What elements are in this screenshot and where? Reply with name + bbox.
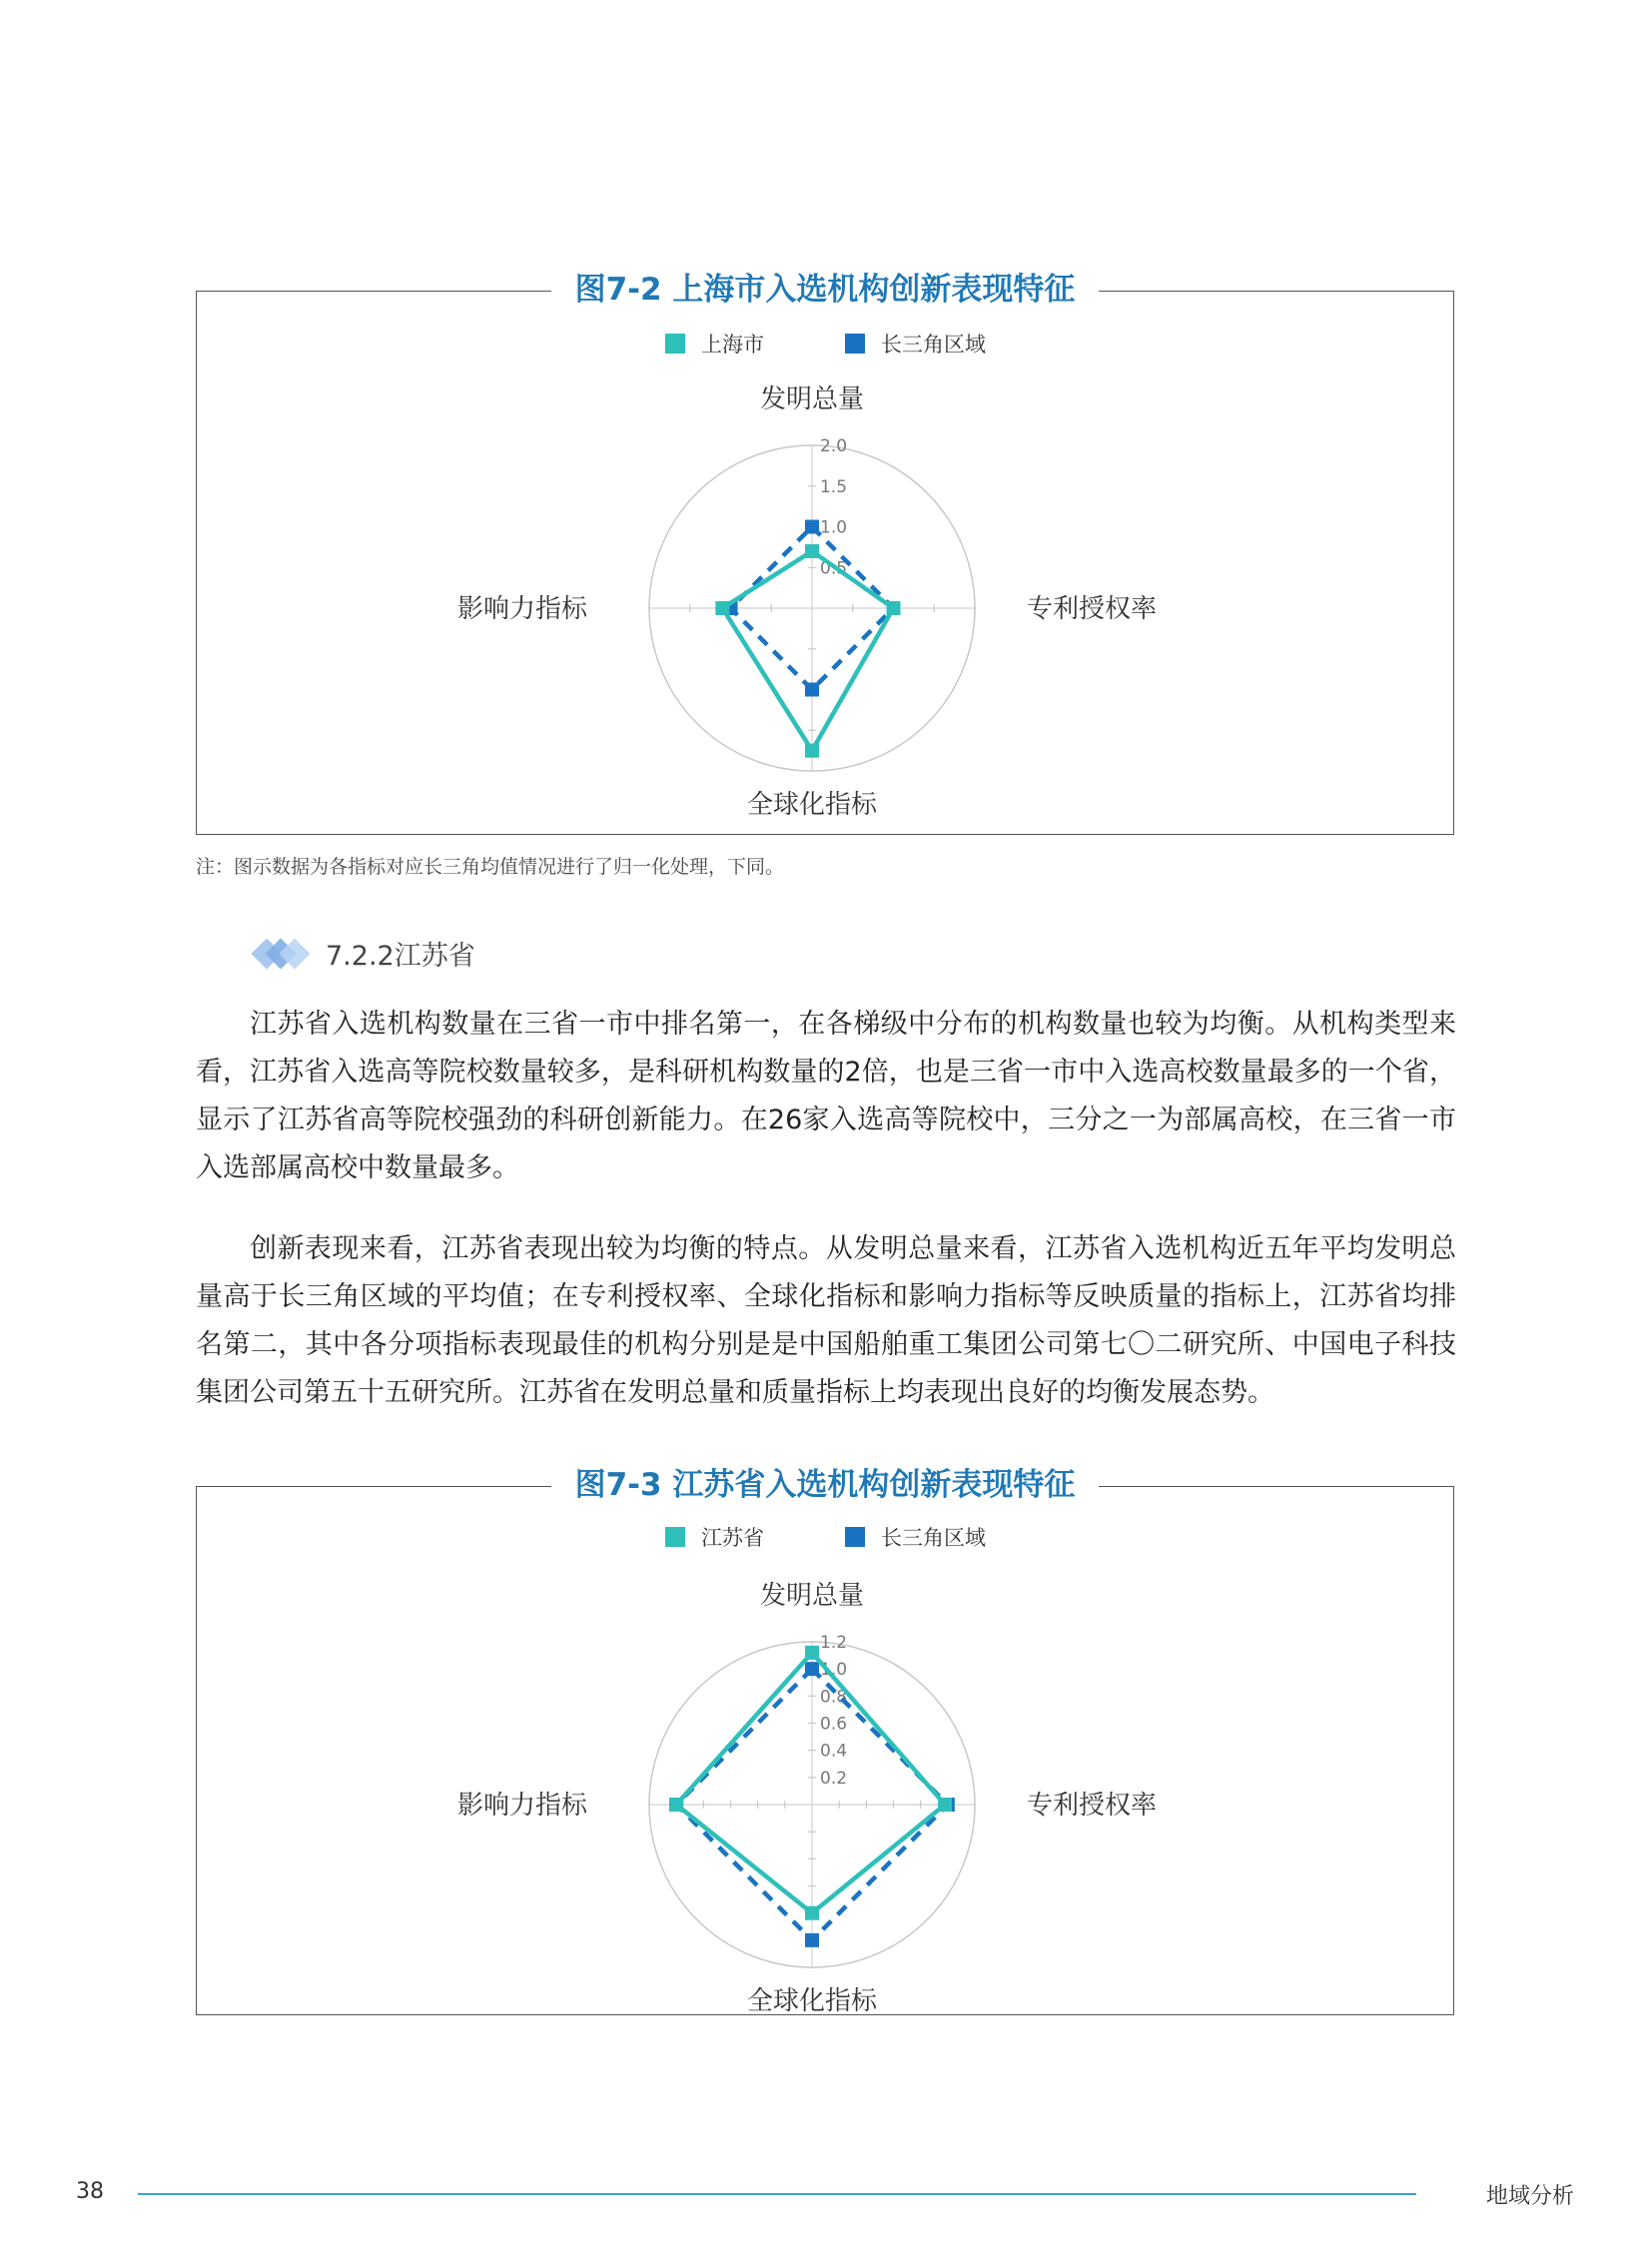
radar-tick-label: 1.2 [820,1633,848,1653]
radar-data-point [805,1906,819,1920]
radar-data-point [938,1798,952,1812]
radar-axis-label: 影响力指标 [456,594,587,624]
radar-tick-label: 0.5 [820,558,848,579]
radar-axis-label: 全球化指标 [746,1986,878,2016]
chart-note: 注：图示数据为各指标对应长三角均值情况进行了归一化处理，下同。 [196,856,785,878]
radar-tick-label: 0.4 [820,1741,848,1762]
footer-section-name: 地域分析 [1486,2184,1575,2209]
legend-label: 上海市 [701,333,764,357]
legend-swatch [665,1527,685,1547]
legend-swatch [665,334,685,354]
radar-data-point [887,601,901,615]
radar-axis-label: 专利授权率 [1027,1791,1158,1821]
radar-axis-label: 发明总量 [759,1581,865,1611]
chart-7-3-radar [197,1487,1455,2016]
radar-tick-label: 1.5 [820,476,848,497]
radar-data-point [805,683,819,697]
legend-swatch [845,334,865,354]
radar-tick-label: 0.8 [820,1687,848,1708]
chart-7-2-radar [197,292,1455,836]
radar-data-point [805,1662,819,1676]
chart-7-2-title: 图7-2 上海市入选机构创新表现特征 [551,272,1100,308]
paragraph-1: 江苏省入选机构数量在三省一市中排名第一，在各梯级中分布的机构数量也较为均衡。从机构类型来看，江苏省入选高等院校数量较多，是科研机构数量的2倍，也是三省一市中入选高校数量最多的一个省，显示了江苏省高等院校强劲的科研创新能力。在26家入选高等院校中，三分之一为部属高校，在三省一市入选部属高校中数量最多。 [196,1009,1456,1183]
radar-data-point [669,1798,683,1812]
radar-axis-label: 发明总量 [759,384,865,414]
radar-data-point [805,520,819,534]
radar-axis-label: 全球化指标 [746,790,878,820]
paragraph-2: 创新表现来看，江苏省表现出较为均衡的特点。从发明总量来看，江苏省入选机构近五年平均发明总量高于长三角区域的平均值；在专利授权率、全球化指标和影响力指标等反映质量的指标上，江苏省均排名第二，其中各分项指标表现最佳的机构分别是是中国船舶重工集团公司第七〇二研究所、中国电子科技集团公司第五十五研究所。江苏省在发明总量和质量指标上均表现出良好的均衡发展态势。 [196,1233,1456,1408]
chart-7-3-title: 图7-3 江苏省入选机构创新表现特征 [551,1467,1100,1503]
radar-data-point [715,601,729,615]
radar-tick-label: 2.0 [820,436,848,456]
legend-swatch [845,1527,865,1547]
radar-axis-label: 专利授权率 [1027,594,1158,624]
radar-series-line [676,1653,945,1913]
radar-data-point [805,544,819,558]
diamond-bullet-icon [250,936,320,972]
radar-series-line [722,551,893,751]
legend-label: 长三角区域 [881,333,986,357]
radar-data-point [805,1933,819,1947]
chart-7-2-frame [196,272,1454,835]
legend-label: 江苏省 [701,1526,764,1550]
radar-tick-label: 0.6 [820,1714,848,1735]
legend-label: 长三角区域 [881,1526,986,1550]
radar-axis-label: 影响力指标 [456,1791,587,1821]
chart-7-3-frame [196,1467,1454,2016]
radar-tick-label: 1.0 [820,1660,848,1681]
footer-rule [138,2193,1416,2195]
radar-tick-label: 0.2 [820,1768,848,1789]
radar-tick-label: 1.0 [820,517,848,538]
radar-data-point [805,1646,819,1660]
radar-data-point [805,744,819,758]
section-title: 7.2.2江苏省 [326,941,475,972]
section-heading [250,934,475,973]
page-number: 38 [76,2179,104,2204]
